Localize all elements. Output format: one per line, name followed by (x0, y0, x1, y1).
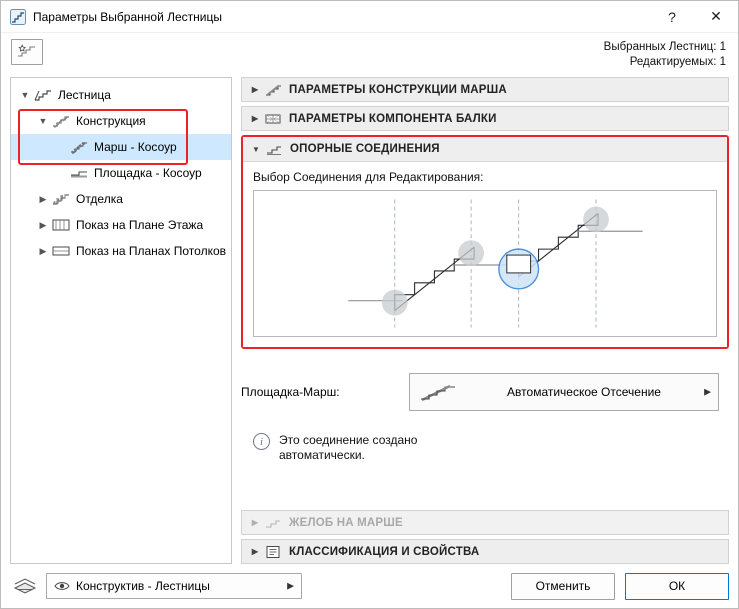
title-bar (1, 1, 738, 33)
chevron-down-icon[interactable]: ▼ (38, 116, 48, 126)
tree-item-stair[interactable] (11, 82, 231, 108)
tree-item-floor-plan[interactable] (11, 212, 231, 238)
chevron-right-icon[interactable]: ▶ (39, 245, 47, 256)
ceiling-plan-icon (51, 242, 71, 260)
landing-stringer-icon (69, 164, 89, 182)
landing-flight-label: Площадка-Марш: (241, 385, 340, 399)
tree-item-label: Лестница (58, 88, 111, 102)
chevron-right-icon[interactable]: ▶ (39, 219, 47, 230)
tree-item-label: Показ на Плане Этажа (76, 218, 204, 232)
landing-flight-combo[interactable] (409, 373, 719, 411)
tree-item-ceiling-plan[interactable] (11, 238, 231, 264)
chevron-right-icon[interactable]: ▶ (39, 193, 47, 204)
dialog-footer (1, 564, 738, 608)
panel-flight-structure[interactable] (241, 77, 729, 102)
landing-flight-row (241, 355, 729, 411)
chevron-down-icon[interactable]: ▼ (251, 144, 261, 154)
settings-panels (241, 77, 729, 564)
toolbar (1, 33, 738, 77)
info-note-line1: Это соединение создано (279, 433, 418, 447)
panel-title: ПАРАМЕТРЫ КОМПОНЕНТА БАЛКИ (289, 112, 497, 125)
panel-title: ОПОРНЫЕ СОЕДИНЕНИЯ (290, 143, 440, 155)
tree-item-structure[interactable] (11, 108, 231, 134)
tree-item-label: Марш - Косоур (94, 140, 177, 154)
flight-structure-icon (262, 81, 284, 99)
tree-item-finish[interactable] (11, 186, 231, 212)
chevron-right-icon[interactable]: ▶ (251, 85, 259, 94)
window-title: Параметры Выбранной Лестницы (33, 9, 222, 24)
panel-spacer (241, 463, 729, 510)
info-note-text (279, 433, 417, 463)
chevron-right-icon[interactable]: ▶ (251, 114, 259, 123)
supporting-connections-body (243, 162, 727, 347)
flight-stringer-icon (69, 138, 89, 156)
tree-item-label: Показ на Планах Потолков (76, 244, 226, 258)
panel-supporting-connections-header[interactable] (243, 137, 727, 162)
panel-title: ЖЕЛОБ НА МАРШЕ (289, 516, 403, 529)
landing-flight-value: Автоматическое Отсечение (507, 385, 661, 399)
layer-value: Конструктив - Лестницы (76, 579, 210, 593)
favorites-button[interactable] (11, 39, 43, 65)
beam-component-icon (262, 110, 284, 128)
supporting-connections-icon (263, 140, 285, 158)
dialog-body (1, 77, 738, 564)
info-icon: i (253, 433, 270, 450)
layers-icon (10, 575, 40, 597)
selection-info (604, 39, 726, 70)
tree-item-label: Площадка - Косоур (94, 166, 202, 180)
structure-icon (51, 112, 71, 130)
cancel-button[interactable]: Отменить (511, 573, 615, 600)
gutter-icon (262, 514, 284, 532)
help-button[interactable]: ? (668, 8, 676, 25)
chevron-right-icon[interactable]: ▶ (704, 386, 711, 397)
panel-title: КЛАССИФИКАЦИЯ И СВОЙСТВА (289, 545, 480, 558)
editable-count: Редактируемых: 1 (629, 56, 726, 68)
panel-supporting-connections (241, 135, 729, 349)
finish-icon (51, 190, 71, 208)
tree-spacer (53, 165, 69, 181)
panel-classification[interactable] (241, 539, 729, 564)
connection-preview[interactable] (253, 190, 717, 337)
classification-icon (262, 543, 284, 561)
info-note (241, 411, 729, 463)
tree-item-label: Отделка (76, 192, 123, 206)
ok-button[interactable]: ОК (625, 573, 729, 600)
layer-combo[interactable] (46, 573, 302, 599)
connection-select-label: Выбор Соединения для Редактирования: (253, 170, 484, 184)
eye-icon (54, 580, 70, 592)
chevron-right-icon[interactable]: ▶ (287, 580, 294, 591)
tree-item-landing-stringer[interactable] (11, 160, 231, 186)
panel-title: ПАРАМЕТРЫ КОНСТРУКЦИИ МАРША (289, 83, 507, 96)
chevron-right-icon[interactable]: ▶ (251, 547, 259, 556)
floor-plan-icon (51, 216, 71, 234)
favorites-star-icon (16, 42, 38, 63)
stair-icon (33, 86, 53, 104)
tree-item-label: Конструкция (76, 114, 146, 128)
chevron-down-icon[interactable]: ▼ (20, 90, 30, 100)
panel-beam-component[interactable] (241, 106, 729, 131)
chevron-right-icon[interactable]: ▶ (251, 518, 259, 527)
close-button[interactable]: ✕ (710, 8, 722, 24)
stair-icon (10, 9, 26, 25)
panel-gutter[interactable] (241, 510, 729, 535)
info-note-line2: автоматически. (279, 448, 365, 462)
selection-count: Выбранных Лестниц: 1 (603, 41, 726, 53)
tree-item-flight-stringer[interactable] (11, 134, 231, 160)
settings-tree (10, 77, 232, 564)
tree-spacer (53, 139, 69, 155)
auto-trim-icon (410, 374, 468, 410)
